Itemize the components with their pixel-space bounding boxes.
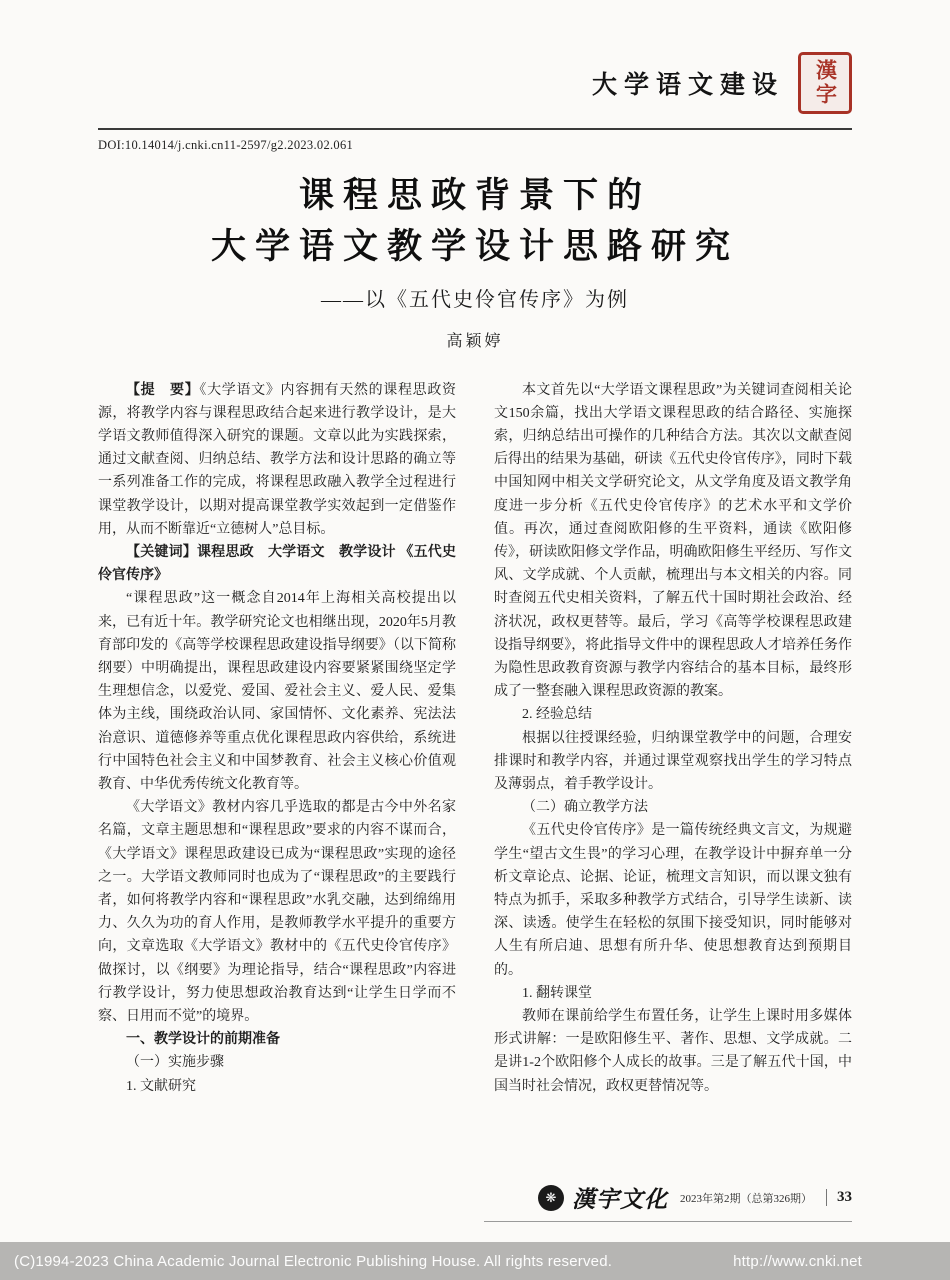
copyright-text: (C)1994-2023 China Academic Journal Electronic Publishing House. All rights reserved. (14, 1252, 613, 1270)
seal-characters: 漢字 (813, 59, 838, 107)
article-subtitle: ——以《五代史伶官传序》为例 (321, 288, 629, 311)
right-column (494, 379, 852, 1098)
header-divider (98, 128, 852, 130)
publisher-logo-icon: ❋ (538, 1185, 564, 1211)
body-paragraph: 教师在课前给学生布置任务，让学生上课时用多媒体形式讲解：一是欧阳修生平、著作、思想、文学成就。二是讲1-2个欧阳修个人成长的故事。三是了解五代十国，中国当时社会情况，政权更替情况等。 (494, 1008, 852, 1094)
journal-footer (484, 1181, 852, 1222)
subsection-heading-methods: （二）确立教学方法 (522, 800, 648, 816)
issue-info: 2023年第2期（总第326期） (680, 1192, 812, 1205)
body-paragraph: 根据以往授课经验，归纳课堂教学中的问题，合理安排课时和教学内容，并通过课堂观察找出学生的学习特点及薄弱点，着手教学设计。 (494, 730, 852, 792)
cnki-link[interactable]: http://www.cnki.net (733, 1252, 862, 1270)
body-paragraph: “课程思政”这一概念自2014年上海相关高校提出以来，已有近十年。教学研究论文也相继出现，2020年5月教育部印发的《高等学校课程思政建设指导纲要》（以下简称纲要）中明确提出，课程思政建设内容要紧紧围绕坚定学生理想信念，以爱党、爱国、爱社会主义、爱人民、爱集体为主线，围绕政治认同、家国情怀、文化素养、宪法法治意识、道德修养等重点优化课程思政内容供给，系统进行中国特色社会主义和中国梦教育、社会主义核心价值观教育、中华优秀传统文化教育等。 (98, 591, 456, 792)
body-paragraph: 《五代史伶官传序》是一篇传统经典文言文，为规避学生“望古文生畏”的学习心理，在教学设计中摒弃单一分析文章论点、论据、论证，梳理文言知识，而以课文独有特点为抓手，采取多种教学方式结合，引导学生读新、读深、读透。使学生在轻松的氛围下接受知识，同时能够对人生有所启迪、思想有所升华、使思想教育达到预期目的。 (494, 823, 852, 978)
subsection-heading-literature: 1. 文献研究 (126, 1078, 196, 1094)
article-title (0, 171, 950, 273)
body-paragraph: 《大学语文》教材内容几乎选取的都是古今中外名家名篇，文章主题思想和“课程思政”要求的内容不谋而合，《大学语文》课程思政建设已成为“课程思政”实现的途径之一。大学语文教师同时也成为了“课程思政”的主要践行者，如何将教学内容和“课程思政”水乳交融，达到绵绵用力、久久为功的育人作用，是教师教学水平提升的重要方向，文章选取《大学语文》教材中的《五代史伶官传序》做探讨，以《纲要》为理论指导，结合“课程思政”内容进行教学设计，努力使思想政治教育达到“让学生日学而不察、日用而不觉”的境界。 (98, 800, 456, 1024)
keywords-paragraph (98, 541, 456, 587)
left-column (98, 379, 456, 1098)
masthead (0, 0, 950, 118)
doi-label: DOI:10.14014/j.cnki.cn11-2597/g2.2023.02.061 (98, 138, 354, 152)
section-heading-preparation: 一、教学设计的前期准备 (126, 1032, 280, 1048)
journal-section-name: 大学语文建设 (591, 72, 784, 99)
article-title-line2: 大学语文教学设计思路研究 (210, 226, 739, 266)
body-paragraph: 本文首先以“大学语文课程思政”为关键词查阅相关论文150余篇，找出大学语文课程思政的结合路径、实施探索，归纳总结出可操作的几种结合方法。其次以文献查阅后得出的结果为基础，研读《五代史伶官传序》，同时下载中国知网中相关文学研究论文，从文学角度及语文教学角度进一步分析《五代史伶官传序》的艺术水平和文学价值。再次，通过查阅欧阳修的生平资料，通读《欧阳修传》，研读欧阳修文学作品，明确欧阳修生平经历、写作文风、文学成就、个人贡献，梳理出与本文相关的内容。同时查阅五代史相关资料，了解五代十国时期社会政治、经济状况，政权更替等。最后，学习《高等学校课程思政建设指导纲要》，将此指导文件中的课程思政人才培养任务作为隐性思政教育资源与教学内容结合的基本目标，最终形成了一整套融入课程思政资源的教案。 (494, 382, 852, 700)
subsection-heading-experience: 2. 经验总结 (522, 707, 592, 723)
article-title-line1: 课程思政背景下的 (298, 176, 651, 215)
title-block (0, 171, 950, 351)
page-number: 33 (826, 1189, 852, 1206)
red-seal-stamp-icon (798, 52, 852, 114)
author-name: 高颖婷 (446, 332, 504, 350)
copyright-bar (0, 1242, 950, 1280)
subsection-heading-steps: （一）实施步骤 (126, 1055, 224, 1071)
abstract-label: 【提 要】 (126, 382, 200, 398)
keywords-text: 课程思政 大学语文 教学设计 《五代史伶官传序》 (98, 544, 457, 584)
abstract-text: 《大学语文》内容拥有天然的课程思政资源，将教学内容与课程思政结合起来进行教学设计，是大学语文教师值得深入研究的课题。文章以此为实践探索，通过文献查阅、归纳总结、教学方法和设计思路的确立等一系列准备工作的完成，将课程思政融入教学全过程进行课堂教学设计，以期对提高课堂教学实效起到一定借鉴作用，从而不断靠近“立德树人”总目标。 (98, 382, 457, 537)
abstract-paragraph (98, 379, 456, 541)
keywords-label: 【关键词】 (126, 544, 197, 560)
subsection-heading-flipped-classroom: 1. 翻转课堂 (522, 985, 592, 1001)
publisher-brand-name: 漢宇文化 (572, 1187, 668, 1212)
article-body (98, 379, 852, 1098)
